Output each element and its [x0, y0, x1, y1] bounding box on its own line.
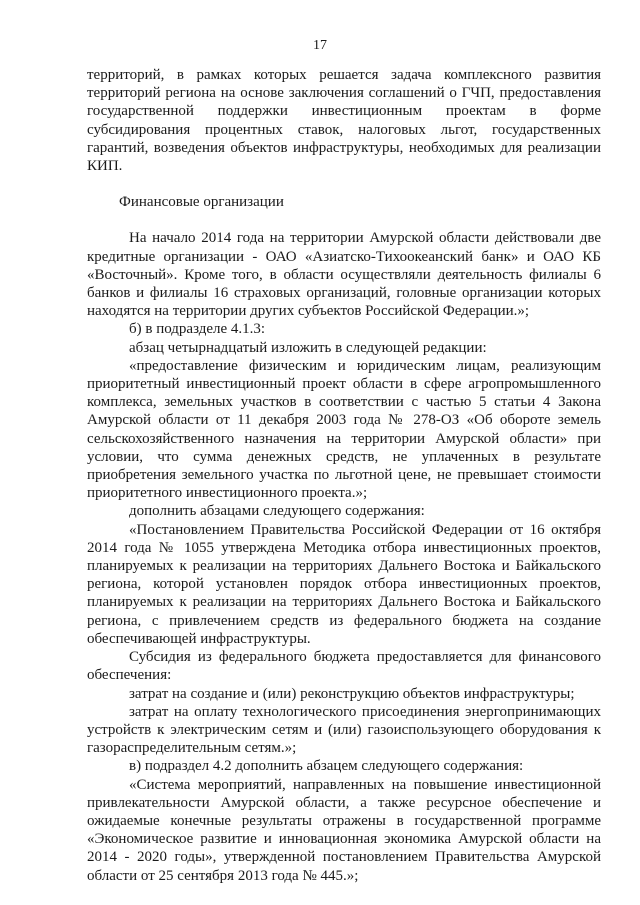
document-body: [87, 66, 601, 885]
paragraph-costs-infrastructure: затрат на создание и (или) реконструкцию объектов инфраструктуры;: [129, 685, 575, 702]
paragraph-fourteenth-abzac: абзац четырнадцатый изложить в следующей редакции:: [129, 339, 487, 356]
paragraph-add-abzacs: дополнить абзацами следующего содержания:: [129, 503, 425, 520]
paragraph-continuation: территорий, в рамках которых решается задача комплексного развития территорий региона на основе заключения соглашений о ГЧП, предоставления государственной поддержки инвестиционным проектам в форме субсидирования процентных ставок, налоговых льгот, государственных гарантий, возведения объектов инфраструктуры, необходимых для реализации КИП.: [87, 67, 601, 175]
paragraph-costs-connection: затрат на оплату технологического присоединения энергопринимающих устройств к электрическим сетям и (или) газоиспользующего оборудования к газораспределительным сетям.»;: [87, 703, 601, 757]
paragraph-subsidy: Субсидия из федерального бюджета предоставляется для финансового обеспечения:: [87, 649, 601, 684]
paragraph-system-measures: «Система мероприятий, направленных на повышение инвестиционной привлекательности Амурской области, а также ресурсное обеспечение и ожидаемые конечные результаты отражены в государственной программе «Экономическое развитие и инновационная экономика Амурской области на 2014 - 2020 годы», утвержденной постановлением Правительства Амурской области от 25 сентября 2013 года № 445.»;: [87, 776, 601, 884]
page-number: 17: [313, 38, 327, 53]
paragraph-government-decree: «Постановлением Правительства Российской Федерации от 16 октября 2014 года № 1055 утверждена Методика отбора инвестиционных проектов, планируемых к реализации на территориях Дальнего Востока и Байкальского региона, которой установлен порядок отбора инвестиционных проектов, планируемых к реализации на территориях Дальнего Востока и Байкальского региона, с привлечением средств из федерального бюджета на создание обеспечивающей инфраструктуры.: [87, 521, 601, 647]
paragraph-land-provision: «предоставление физическим и юридическим лицам, реализующим приоритетный инвестиционный проект области в сфере агропромышленного комплекса, земельных участков в соответствии с частью 5 статьи 4 Закона Амурской области от 11 декабря 2003 года № 278-ОЗ «Об обороте земель сельскохозяйственного назначения на территории Амурской области» при условии, что сумма денежных средств, не уплаченных в результате приобретения земельного участка по льготной цене, не превышает стоимости приоритетного инвестиционного проекта.»;: [87, 357, 601, 502]
paragraph-subsection-4-1-3: б) в подразделе 4.1.3:: [129, 321, 266, 338]
section-heading-financial-organizations: Финансовые организации: [119, 194, 284, 211]
paragraph-credit-organizations: На начало 2014 года на территории Амурской области действовали две кредитные организации - ОАО «Азиатско-Тихоокеанский банк» и ОАО КБ «Восточный». Кроме того, в области осуществляли деятельность филиалы 6 банков и филиалы 16 страховых организаций, головные организации которых находятся на территории других субъектов Российской Федерации.»;: [87, 230, 601, 320]
paragraph-subsection-4-2: в) подраздел 4.2 дополнить абзацем следующего содержания:: [129, 758, 524, 775]
